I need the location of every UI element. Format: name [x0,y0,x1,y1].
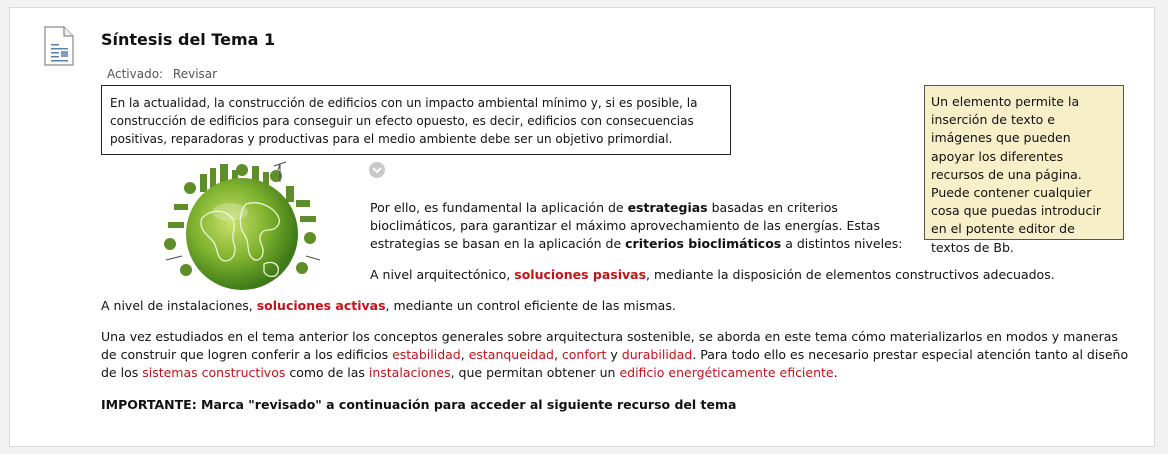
efficient-building-term: edificio energéticamente eficiente [619,365,834,380]
durability-term: durabilidad [621,347,693,362]
next-item-edge [0,447,1168,454]
text: A nivel arquitectónico, [370,267,515,282]
text: . Para todo ello es necesario prestar especial atención tanto al diseño de los [101,347,1129,380]
text: , mediante un control eficiente de las mismas. [385,298,676,313]
strategies-term: estrategias [627,200,708,215]
installations-level-paragraph [101,297,1001,315]
text: Una vez estudiados en el tema anterior los conceptos generales sobre arquitectura sostenible, se aborda en este tema cómo materializarlos en modos y maneras de construir que logren conferir a los edificios [101,329,1118,362]
text: , mediante la disposición de elementos constructivos adecuados. [646,267,1055,282]
text: y [606,347,622,362]
status-label: Activado: [107,67,164,81]
intro-text-box: En la actualidad, la construcción de edificios con un impacto ambiental mínimo y, si es posible, la construcción de edificios para conseguir un efecto opuesto, es decir, edificios con consecuencias positivas, reparadoras y productivas para el medio ambiente debe ser un objetivo primordial. [101,85,731,155]
important-note: IMPORTANTE: Marca "revisado" a continuación para acceder al siguiente recurso del tema [101,397,737,412]
review-link[interactable]: Revisar [172,67,218,81]
help-callout: Un elemento permite la inserción de texto e imágenes que pueden apoyar los diferentes recursos de una página. Puede contener cualquier cosa que puedas introducir en el potente editor de textos de Bb. [924,85,1124,240]
topic-summary-paragraph [101,328,1131,382]
installations-term: instalaciones [368,365,451,380]
text: a distintos niveles: [781,236,903,251]
comfort-term: confort [561,347,607,362]
item-title[interactable]: Síntesis del Tema 1 [101,30,276,49]
passive-solutions-term: soluciones pasivas [514,267,647,282]
text: Por ello, es fundamental la aplicación de [370,200,628,215]
green-earth-buildings-image [160,160,328,296]
text: , que permitan obtener un [450,365,620,380]
construction-systems-term: sistemas constructivos [142,365,286,380]
document-icon [44,26,74,66]
active-solutions-term: soluciones activas [256,298,386,313]
text: A nivel de instalaciones, [101,298,257,313]
text: , [553,347,562,362]
review-status [107,67,223,81]
text: . [833,365,838,380]
strategies-paragraph [370,199,920,253]
chevron-down-icon[interactable] [369,162,385,178]
text: , [460,347,469,362]
text: basadas en criterios bioclimáticos, para garantizar el máximo aprovechamiento de las energías. Estas estrategias se basan en la aplicación de [370,200,880,251]
architectural-level-paragraph [370,266,1070,284]
text: como de las [285,365,369,380]
watertightness-term: estanqueidad [468,347,554,362]
bioclimatic-criteria-term: criterios bioclimáticos [625,236,782,251]
stability-term: estabilidad [392,347,461,362]
